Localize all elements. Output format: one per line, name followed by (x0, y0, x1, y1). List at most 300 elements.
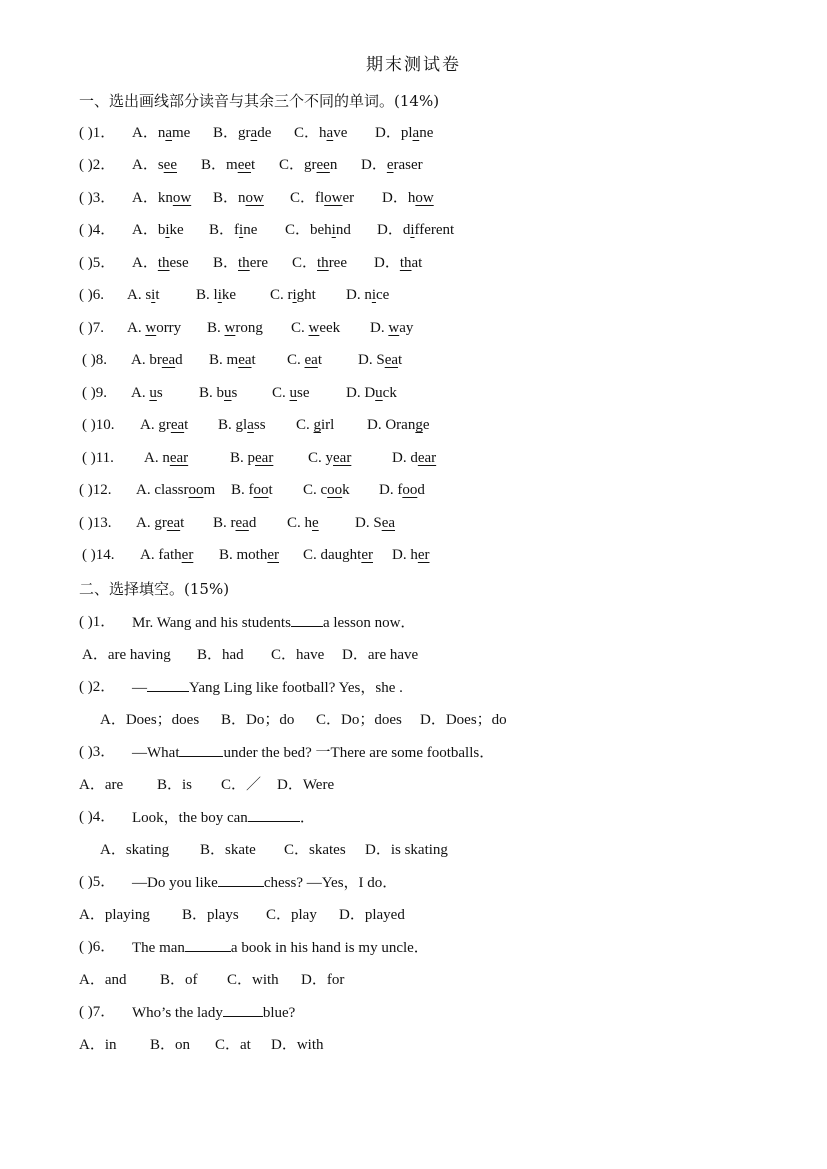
answer-option (140, 544, 193, 566)
option-prefix: B．n (213, 190, 246, 206)
underlined-letters: u (149, 385, 157, 401)
answer-option: C．Do；does (316, 712, 402, 728)
underlined-letters: ea (304, 352, 318, 368)
question-row (0, 447, 827, 471)
options-row (0, 644, 827, 668)
option-suffix: k (342, 482, 350, 498)
answer-option: B．skate (200, 842, 256, 858)
underlined-letters: th (238, 255, 250, 271)
answer-option (303, 544, 373, 566)
answer-option (290, 187, 354, 209)
question-stem (132, 1001, 295, 1024)
option-suffix: se (297, 385, 310, 401)
option-suffix: ese (169, 255, 189, 271)
option-prefix: B． (213, 255, 239, 271)
underlined-letters: e (386, 157, 394, 173)
question-row (0, 382, 827, 406)
option-prefix: C. c (303, 482, 328, 498)
stem-after-blank: a book in his hand is my uncle． (230, 940, 429, 956)
answer-option (209, 349, 256, 371)
underlined-letters: i (331, 222, 336, 238)
question-stem (132, 611, 415, 634)
underlined-letters: er (361, 547, 373, 563)
answer-option (346, 382, 397, 404)
answer-option (361, 154, 423, 176)
answer-option (132, 122, 190, 144)
underlined-letters: w (308, 320, 320, 336)
answer-option (270, 284, 316, 306)
page-title: 期末测试卷 (366, 55, 461, 75)
stem-before-blank: —Do you like (132, 875, 218, 891)
question-row (0, 871, 827, 895)
underlined-letters: a (250, 125, 258, 141)
option-prefix: A．b (132, 222, 166, 238)
section-2-heading: 二、选择填空。(15%) (79, 580, 230, 598)
answer-option (213, 252, 268, 274)
option-prefix: C. h (287, 515, 313, 531)
answer-option (132, 154, 177, 176)
underlined-letters: th (317, 255, 329, 271)
option-prefix: D． (374, 255, 400, 271)
underlined-letters: w (224, 320, 236, 336)
option-prefix: A．n (132, 125, 166, 141)
answer-blank (147, 676, 189, 692)
options-row (0, 969, 827, 993)
stem-before-blank: Look，the boy can (132, 810, 248, 826)
options-row (0, 774, 827, 798)
stem-after-blank: Yang Ling like football? Yes，she . (189, 680, 403, 696)
option-prefix: B. m (209, 352, 239, 368)
options-row (0, 1034, 827, 1058)
answer-option (136, 512, 184, 534)
question-number: ( )3． (79, 744, 116, 760)
option-prefix: C. r (270, 287, 293, 303)
option-suffix: t (398, 352, 403, 368)
answer-option (132, 252, 189, 274)
question-number: ( )2． (79, 157, 116, 173)
answer-option (209, 219, 257, 241)
answer-blank (179, 741, 223, 757)
underlined-letters: th (157, 255, 170, 271)
underlined-letters: ea (235, 515, 249, 531)
option-suffix: t (251, 352, 256, 368)
question-row (0, 154, 827, 178)
option-prefix: D. n (346, 287, 372, 303)
option-suffix: ve (333, 125, 348, 141)
underlined-letters: ea (161, 352, 176, 368)
answer-option (374, 252, 422, 274)
underlined-letters: ear (255, 450, 274, 466)
answer-option (377, 219, 454, 241)
underlined-letters: ow (415, 190, 434, 206)
underlined-letters: ee (163, 157, 177, 173)
underlined-letters: er (417, 547, 430, 563)
option-prefix: C．fl (290, 190, 325, 206)
option-prefix: C. (296, 417, 314, 433)
underlined-letters: ee (316, 157, 330, 173)
option-prefix: D. d (392, 450, 418, 466)
option-suffix: d (417, 482, 425, 498)
underlined-letters: i (165, 222, 170, 238)
option-suffix: at (411, 255, 423, 271)
answer-option: A．playing (79, 907, 150, 923)
underlined-letters: e (312, 515, 319, 531)
answer-option (287, 349, 322, 371)
answer-option (136, 479, 215, 501)
answer-option: D．Does；do (420, 712, 507, 728)
question-stem (132, 741, 494, 764)
question-number: ( )13. (79, 515, 112, 531)
answer-option (131, 382, 163, 404)
underlined-letters: oo (402, 482, 418, 498)
option-prefix: A. gr (136, 515, 167, 531)
answer-option (127, 317, 181, 339)
underlined-letters: ow (172, 190, 192, 206)
option-prefix: D. S (358, 352, 385, 368)
underlined-letters: a (165, 125, 173, 141)
underlined-letters: ea (381, 515, 396, 531)
underlined-letters: u (224, 385, 232, 401)
underlined-letters: a (412, 125, 420, 141)
question-number: ( )3． (79, 190, 116, 206)
option-prefix: B．f (209, 222, 240, 238)
underlined-letters: i (217, 287, 222, 303)
answer-option (199, 382, 237, 404)
option-suffix: t (184, 417, 189, 433)
option-suffix: ss (253, 417, 266, 433)
option-suffix: ree (328, 255, 347, 271)
answer-option: A．are having (82, 647, 171, 663)
option-prefix: D．h (382, 190, 416, 206)
underlined-letters: ow (324, 190, 343, 206)
option-prefix: A． (132, 255, 158, 271)
option-prefix: B．gr (213, 125, 251, 141)
answer-option (287, 512, 319, 534)
option-suffix: t (155, 287, 160, 303)
option-suffix: ay (399, 320, 414, 336)
option-prefix: B. p (230, 450, 256, 466)
option-suffix: raser (393, 157, 423, 173)
stem-before-blank: The man (132, 940, 185, 956)
answer-option: A．skating (100, 842, 170, 858)
underlined-letters: i (410, 222, 415, 238)
answer-option: D．are have (342, 647, 419, 663)
underlined-letters: er (181, 547, 194, 563)
option-prefix: C．h (294, 125, 327, 141)
option-suffix: eek (319, 320, 341, 336)
answer-option: A．Does；does (100, 712, 200, 728)
question-number: ( )4． (79, 809, 116, 825)
stem-after-blank: a lesson now． (322, 615, 416, 631)
answer-option: C．skates (284, 842, 346, 858)
option-suffix: fferent (414, 222, 455, 238)
question-row (0, 252, 827, 276)
answer-option: C．have (271, 647, 325, 663)
underlined-letters: ear (169, 450, 189, 466)
option-prefix: A. gr (140, 417, 171, 433)
option-prefix: B. (207, 320, 225, 336)
option-suffix: s (231, 385, 238, 401)
option-prefix: A. (127, 320, 146, 336)
option-prefix: C. (291, 320, 309, 336)
option-prefix: A. (131, 385, 150, 401)
options-row (0, 709, 827, 733)
option-suffix: ck (382, 385, 397, 401)
underlined-letters: ee (237, 157, 252, 173)
answer-option (292, 252, 347, 274)
answer-option (346, 284, 389, 306)
option-prefix: C. (287, 352, 305, 368)
question-row (0, 479, 827, 503)
underlined-letters: th (399, 255, 412, 271)
answer-option (132, 219, 184, 241)
section-1-heading: 一、选出画线部分读音与其余三个不同的单词。(14%) (79, 92, 440, 110)
question-number: ( )4． (79, 222, 116, 238)
option-prefix: B. f (231, 482, 254, 498)
question-row (0, 349, 827, 373)
answer-option (231, 479, 273, 501)
underlined-letters: ear (333, 450, 352, 466)
underlined-letters: i (151, 287, 156, 303)
question-number: ( )9. (82, 385, 107, 401)
answer-option (382, 187, 434, 209)
answer-option: C．／ (221, 777, 262, 793)
answer-option: B．on (150, 1037, 191, 1053)
option-suffix: ce (376, 287, 390, 303)
option-prefix: C. (272, 385, 290, 401)
underlined-letters: ear (417, 450, 437, 466)
answer-option (358, 349, 402, 371)
answer-option: B．plays (182, 907, 239, 923)
question-row (0, 414, 827, 438)
question-row (0, 611, 827, 635)
underlined-letters: er (267, 547, 279, 563)
option-prefix: A．kn (132, 190, 173, 206)
option-prefix: D. S (355, 515, 382, 531)
question-number: ( )5． (79, 255, 116, 271)
question-number: ( )2． (79, 679, 116, 695)
underlined-letters: g (313, 417, 322, 433)
underlined-letters: i (371, 287, 377, 303)
option-suffix: me (172, 125, 191, 141)
stem-after-blank: ． (299, 810, 315, 826)
option-prefix: C．beh (285, 222, 332, 238)
underlined-letters: u (289, 385, 298, 401)
option-prefix: D. f (379, 482, 403, 498)
question-stem (132, 871, 397, 894)
answer-option (132, 187, 191, 209)
option-prefix: B. l (196, 287, 218, 303)
underlined-letters: u (375, 385, 383, 401)
answer-option (308, 447, 351, 469)
option-suffix: nd (335, 222, 351, 238)
question-number: ( )14. (82, 547, 115, 563)
option-suffix: m (203, 482, 216, 498)
question-row (0, 741, 827, 765)
option-prefix: B. b (199, 385, 225, 401)
answer-option (392, 544, 430, 566)
question-row (0, 187, 827, 211)
option-suffix: orry (156, 320, 182, 336)
question-number: ( )1． (79, 125, 116, 141)
question-row (0, 122, 827, 146)
option-suffix: irl (321, 417, 335, 433)
answer-option (375, 122, 433, 144)
question-number: ( )7. (79, 320, 104, 336)
question-number: ( )6． (79, 939, 116, 955)
option-prefix: D．d (377, 222, 411, 238)
option-prefix: C. y (308, 450, 334, 466)
question-number: ( )6. (79, 287, 104, 303)
question-number: ( )12. (79, 482, 112, 498)
underlined-letters: g (415, 417, 423, 433)
answer-option: A．in (79, 1037, 117, 1053)
answer-option (303, 479, 350, 501)
underlined-letters: i (239, 222, 244, 238)
option-suffix: e (422, 417, 430, 433)
answer-option (294, 122, 347, 144)
answer-option (279, 154, 337, 176)
option-prefix: A. n (144, 450, 170, 466)
answer-option (201, 154, 255, 176)
underlined-letters: oo (253, 482, 269, 498)
answer-option (213, 512, 256, 534)
answer-option: D．with (271, 1037, 324, 1053)
option-prefix: D． (361, 157, 387, 173)
answer-blank (291, 611, 323, 627)
option-prefix: D. h (392, 547, 418, 563)
question-number: ( )7． (79, 1004, 116, 1020)
option-prefix: A. s (127, 287, 152, 303)
option-prefix: C. daught (303, 547, 362, 563)
underlined-letters: ow (245, 190, 264, 206)
question-row (0, 512, 827, 536)
option-prefix: D. Oran (367, 417, 416, 433)
option-prefix: B. r (213, 515, 236, 531)
answer-option: D．Were (277, 777, 335, 793)
option-suffix: rong (235, 320, 263, 336)
stem-before-blank: — (132, 680, 147, 696)
question-number: ( )5． (79, 874, 116, 890)
question-row (0, 219, 827, 243)
stem-after-blank: under the bed? 一There are some footballs． (223, 745, 495, 761)
answer-option (218, 414, 266, 436)
option-prefix: C． (292, 255, 318, 271)
option-prefix: D．pl (375, 125, 413, 141)
answer-option: C．at (215, 1037, 251, 1053)
answer-option (219, 544, 279, 566)
answer-option (285, 219, 351, 241)
question-number: ( )8. (82, 352, 107, 368)
question-row (0, 284, 827, 308)
option-prefix: A．s (132, 157, 164, 173)
question-number: ( )1． (79, 614, 116, 630)
underlined-letters: oo (188, 482, 204, 498)
answer-blank (218, 871, 264, 887)
answer-blank (185, 936, 231, 952)
underlined-letters: w (145, 320, 157, 336)
option-suffix: de (257, 125, 272, 141)
answer-blank (248, 806, 300, 822)
option-prefix: A. classr (136, 482, 189, 498)
answer-option (392, 447, 436, 469)
option-prefix: B. moth (219, 547, 268, 563)
answer-option (207, 317, 263, 339)
answer-option: B．had (197, 647, 244, 663)
answer-option: D．for (301, 972, 345, 988)
underlined-letters: oo (327, 482, 343, 498)
question-stem (132, 676, 403, 699)
underlined-letters: i (292, 287, 297, 303)
answer-option (379, 479, 425, 501)
answer-option (370, 317, 413, 339)
option-prefix: A. br (131, 352, 162, 368)
option-suffix: ke (169, 222, 184, 238)
answer-option (272, 382, 310, 404)
question-row (0, 806, 827, 830)
underlined-letters: a (326, 125, 334, 141)
underlined-letters: w (388, 320, 400, 336)
option-suffix: ght (296, 287, 316, 303)
underlined-letters: ea (384, 352, 399, 368)
option-suffix: er (342, 190, 355, 206)
answer-option: B．Do；do (221, 712, 295, 728)
question-number: ( )11. (82, 450, 114, 466)
option-suffix: ne (419, 125, 434, 141)
option-suffix: ke (221, 287, 237, 303)
answer-option: D．played (339, 907, 405, 923)
answer-option: D．is skating (365, 842, 448, 858)
option-suffix: t (180, 515, 185, 531)
answer-option (291, 317, 340, 339)
question-row (0, 544, 827, 568)
answer-option: A．and (79, 972, 127, 988)
option-prefix: A. fath (140, 547, 182, 563)
option-suffix: t (251, 157, 256, 173)
options-row (0, 839, 827, 863)
answer-option (355, 512, 395, 534)
answer-option (127, 284, 160, 306)
option-prefix: D. D (346, 385, 376, 401)
option-suffix: d (248, 515, 257, 531)
answer-option (140, 414, 188, 436)
option-prefix: D. (370, 320, 389, 336)
option-suffix: t (268, 482, 273, 498)
question-row (0, 1001, 827, 1025)
underlined-letters: ea (166, 515, 181, 531)
stem-before-blank: Mr. Wang and his students (132, 615, 291, 631)
answer-option (230, 447, 273, 469)
question-number: ( )10. (82, 417, 115, 433)
answer-option (213, 187, 264, 209)
answer-option (196, 284, 236, 306)
options-row (0, 904, 827, 928)
option-suffix: ne (243, 222, 258, 238)
question-row (0, 676, 827, 700)
stem-after-blank: blue? (262, 1005, 296, 1021)
option-suffix: s (156, 385, 163, 401)
answer-option (296, 414, 334, 436)
option-suffix: ere (249, 255, 268, 271)
answer-option (144, 447, 188, 469)
answer-option (367, 414, 430, 436)
option-prefix: B．m (201, 157, 238, 173)
question-stem (132, 936, 429, 959)
underlined-letters: a (247, 417, 254, 433)
answer-option: C．with (227, 972, 279, 988)
option-suffix: n (329, 157, 338, 173)
question-row (0, 936, 827, 960)
